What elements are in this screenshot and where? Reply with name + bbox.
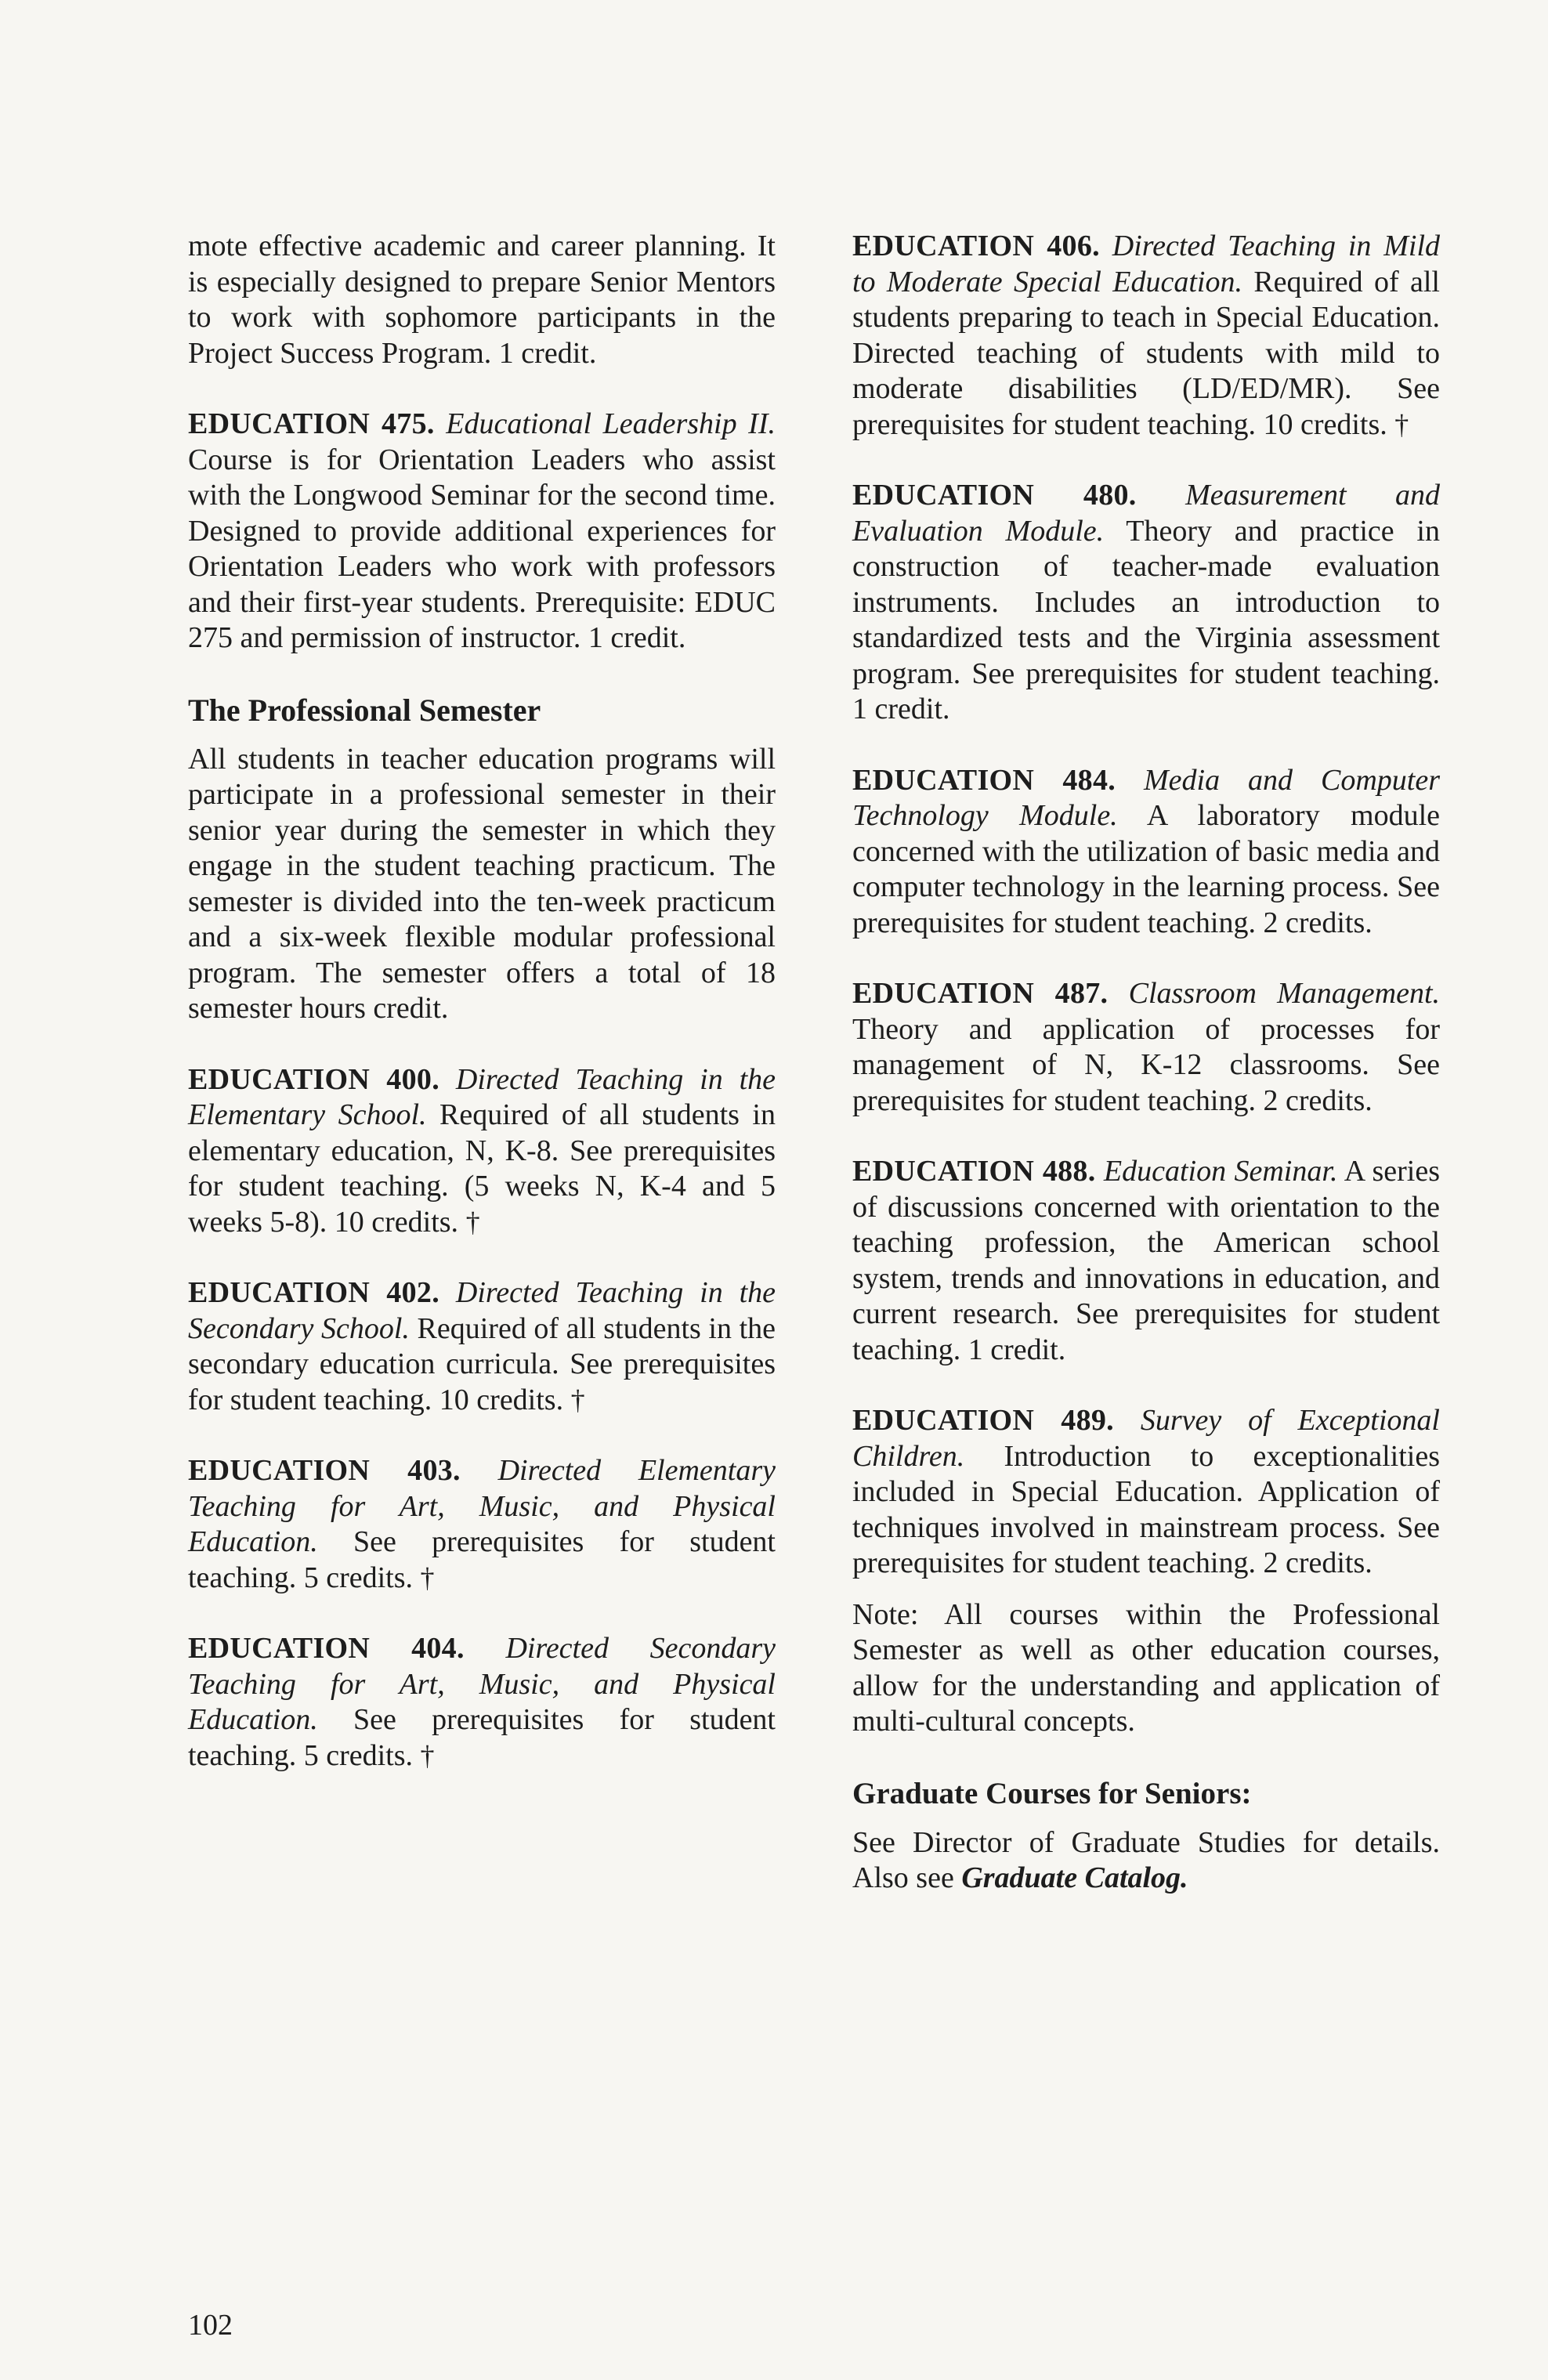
course-entry-489: [852, 1403, 1440, 1582]
right-column: [852, 229, 1440, 1932]
graduate-catalog-reference: Graduate Catalog.: [961, 1861, 1188, 1894]
course-code: EDUCATION 403.: [188, 1454, 461, 1487]
course-entry-488: [852, 1154, 1440, 1368]
course-description: A series of discussions concerned with orientation to the teaching profession, the American school system, trends and innovations in education, and current research. See prerequisites for student teaching. 1 credit.: [852, 1155, 1441, 1366]
graduate-heading: Graduate Courses for Seniors:: [852, 1776, 1252, 1810]
course-entry-402: [188, 1275, 776, 1418]
course-description: Required of all students in the secondary education curricula. See prerequisites for student teaching. 10 credits.: [188, 1311, 776, 1416]
course-entry-475: [188, 407, 776, 656]
page-number: 102: [188, 2309, 233, 2342]
intro-text: mote effective academic and career planning. It is especially designed to prepare Senior Mentors to work with sophomore participants in the Project Success Program. 1 credit.: [188, 230, 776, 370]
course-code: EDUCATION 475.: [188, 407, 435, 440]
dagger-mark: †: [420, 1561, 435, 1593]
course-title: Educational Leadership II.: [446, 407, 776, 440]
course-title: Education Seminar.: [1103, 1155, 1338, 1188]
course-title: Measurement and Evaluation Module.: [852, 479, 1440, 548]
course-entry-484: [852, 763, 1440, 942]
course-code: EDUCATION 489.: [852, 1404, 1114, 1437]
dagger-mark: †: [570, 1384, 585, 1416]
course-title: Media and Computer Technology Module.: [852, 763, 1440, 832]
course-description: Theory and application of processes for management of N, K-12 classrooms. See prerequisites for student teaching. 2 credits.: [852, 1012, 1440, 1117]
section-paragraph: [188, 742, 776, 1027]
course-code: EDUCATION 404.: [188, 1632, 465, 1665]
course-code: EDUCATION 402.: [188, 1276, 440, 1309]
course-code: EDUCATION 484.: [852, 763, 1116, 797]
dagger-mark: †: [420, 1739, 435, 1771]
graduate-text: See Director of Graduate Studies for details. Also see: [852, 1825, 1440, 1894]
course-entry-406: [852, 229, 1440, 443]
course-description: Theory and practice in construction of teacher-made evaluation instruments. Includes an introduction to standardized tests and the Virginia assessment program. See prerequisites for student teaching. 1 credit.: [852, 514, 1440, 725]
course-description: A laboratory module concerned with the utilization of basic media and computer technology in the learning process. See prerequisites for student teaching. 2 credits.: [852, 799, 1440, 939]
course-code: EDUCATION 480.: [852, 479, 1137, 512]
course-description: See prerequisites for student teaching. 5 credits.: [188, 1525, 776, 1594]
course-entry-400: [188, 1062, 776, 1241]
note-paragraph: [852, 1597, 1440, 1740]
course-description: See prerequisites for student teaching. 5 credits.: [188, 1703, 776, 1772]
course-description: Required of all students in elementary education, N, K-8. See prerequisites for student teaching. (5 weeks N, K-4 and 5 weeks 5-8). 10 credits.: [188, 1098, 776, 1239]
course-description: Course is for Orientation Leaders who assist with the Longwood Seminar for the second time. Designed to provide additional experiences for Orientation Leaders who work with professors and their first-year students. Prerequisite: EDUC 275 and permission of instructor. 1 credit.: [188, 443, 776, 654]
course-entry-404: [188, 1631, 776, 1774]
course-title: Directed Elementary Teaching for Art, Music, and Physical Education.: [188, 1454, 776, 1558]
course-title: Classroom Management.: [1128, 977, 1441, 1010]
course-title: Directed Teaching in Mild to Moderate Special Education.: [852, 230, 1440, 298]
dagger-mark: †: [465, 1206, 480, 1238]
dagger-mark: †: [1394, 408, 1409, 440]
graduate-paragraph: [852, 1825, 1440, 1897]
course-entry-403: [188, 1453, 776, 1596]
course-title: Survey of Exceptional Children.: [852, 1404, 1440, 1473]
left-column: [188, 229, 776, 1809]
note-text: Note: All courses within the Professional Semester as well as other education courses, allow for the understanding and application of multi-cultural concepts.: [852, 1597, 1440, 1738]
course-code: EDUCATION 487.: [852, 977, 1109, 1010]
section-heading: The Professional Semester: [188, 692, 541, 728]
course-title: Directed Teaching in the Secondary School.: [188, 1276, 776, 1345]
intro-paragraph: [188, 229, 776, 371]
course-entry-480: [852, 478, 1440, 728]
course-code: EDUCATION 400.: [188, 1062, 440, 1096]
course-code: EDUCATION 488.: [852, 1155, 1096, 1188]
course-entry-487: [852, 976, 1440, 1119]
course-title: Directed Secondary Teaching for Art, Music, and Physical Education.: [188, 1632, 776, 1736]
section-text: All students in teacher education programs will participate in a professional semester in their senior year during the semester in which they engage in the student teaching practicum. The semester is divided into the ten-week practicum and a six-week flexible modular professional program. The semester offers a total of 18 semester hours credit.: [188, 742, 776, 1025]
course-code: EDUCATION 406.: [852, 230, 1100, 262]
course-description: Introduction to exceptionalities included in Special Education. Application of techniques involved in mainstream process. See prerequisites for student teaching. 2 credits.: [852, 1439, 1441, 1579]
course-title: Directed Teaching in the Elementary School.: [188, 1062, 776, 1131]
course-description: Required of all students preparing to teach in Special Education. Directed teaching of students with mild to moderate disabilities (LD/ED/MR). See prerequisites for student teaching. 10 credits.: [852, 265, 1440, 441]
